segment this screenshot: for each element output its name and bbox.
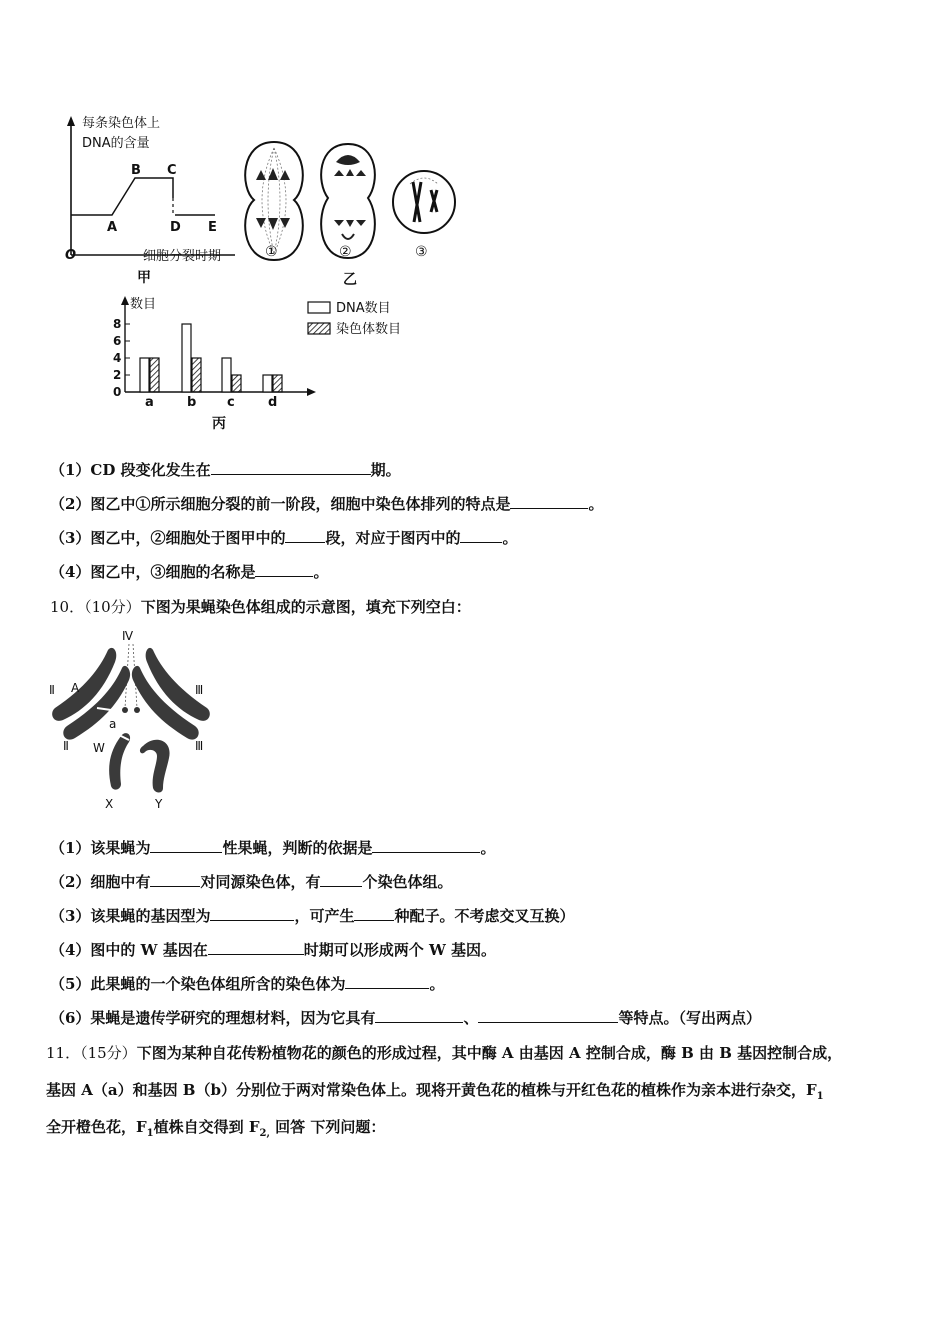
- q10-blank-6b[interactable]: [478, 1008, 618, 1023]
- bing-caption: 丙: [212, 416, 226, 432]
- q9-blank-3a[interactable]: [285, 528, 325, 543]
- q11-line-1: 11．（15分）下图为某种自花传粉植物花的颜色的形成过程，其中酶 A 由基因 A 控制合成，酶 B 由 B 基因控制合成，: [46, 1044, 843, 1062]
- jia-caption: 甲: [137, 270, 151, 285]
- legend-dna-swatch: [308, 302, 330, 313]
- jia-dna-curve: [71, 178, 215, 215]
- jia-point-e: E: [208, 220, 217, 235]
- figure-bing-chart: [100, 292, 430, 437]
- q10-part-2: （2）细胞中有 对同源染色体，有 个染色体组。: [50, 873, 453, 891]
- jia-y-label-1: 每条染色体上: [82, 116, 161, 131]
- jia-point-b: B: [131, 163, 141, 178]
- bar-chrom-d: [273, 375, 282, 392]
- bing-x-tick-label: a: [145, 395, 154, 410]
- cell-3: [393, 171, 455, 233]
- q9-blank-2[interactable]: [510, 494, 588, 509]
- bing-y-tick-label: 4: [113, 351, 122, 365]
- cell-2: [321, 144, 375, 258]
- q9-blank-1[interactable]: [211, 460, 371, 475]
- q11-line-3: 全开橙色花，$F_1$植株自交得到 $F_{2,}$ 回答 下列问题：: [46, 1118, 386, 1139]
- bing-y-arrow: [121, 296, 129, 305]
- legend-chrom-label: 染色体数目: [336, 322, 402, 337]
- q10-blank-1a[interactable]: [150, 838, 222, 853]
- fly-label-iv: Ⅳ: [122, 629, 134, 643]
- cell-label-1: ①: [265, 244, 278, 260]
- q10-blank-6a[interactable]: [375, 1008, 463, 1023]
- bar-chrom-b: [192, 358, 201, 392]
- fly-label-x: X: [105, 797, 114, 811]
- fly-label-iii-bottom: Ⅲ: [195, 739, 204, 753]
- cell-1: [245, 142, 303, 260]
- cell-label-2: ②: [339, 244, 352, 260]
- jia-y-label-2: DNA的含量: [82, 136, 150, 151]
- bar-dna-b: [182, 324, 191, 392]
- q10-part-3: （3）该果蝇的基因型为 ，可产生 种配子。不考虑交叉互换）: [50, 907, 575, 925]
- figure-yi-cells: [238, 138, 466, 288]
- fruit-fly-karyotype: [45, 628, 225, 818]
- bing-y-label: 数目: [130, 297, 157, 312]
- q10-blank-3a[interactable]: [210, 906, 294, 921]
- fly-gene-W: W: [93, 741, 105, 755]
- q9-part-1: （1）CD 段变化发生在 期。: [50, 461, 401, 479]
- q10-part-5: （5）此果蝇的一个染色体组所含的染色体为 。: [50, 975, 445, 993]
- jia-origin: O: [65, 248, 77, 263]
- bing-x-tick-label: b: [187, 395, 197, 410]
- q10-part-1: （1）该果蝇为 性果蝇，判断的依据是 。: [50, 839, 496, 857]
- bar-chrom-a: [150, 358, 159, 392]
- q10-blank-4[interactable]: [208, 940, 304, 955]
- bing-y-tick-label: 6: [113, 334, 122, 348]
- figure-jia-graph: [55, 110, 245, 285]
- q10-blank-2b[interactable]: [320, 872, 362, 887]
- q9-blank-3b[interactable]: [460, 528, 502, 543]
- bing-x-arrow: [307, 388, 316, 396]
- jia-point-d: D: [170, 220, 181, 235]
- fly-label-y: Y: [155, 797, 163, 811]
- q10-blank-1b[interactable]: [372, 838, 480, 853]
- fly-label-ii-bottom: Ⅱ: [63, 739, 69, 753]
- bing-y-tick-label: 0: [113, 385, 122, 399]
- bar-dna-a: [140, 358, 149, 392]
- q10-blank-2a[interactable]: [150, 872, 200, 887]
- bing-x-tick-label: d: [268, 395, 278, 410]
- bing-x-tick-label: c: [227, 395, 235, 410]
- jia-point-c: C: [167, 163, 177, 178]
- legend-dna-label: DNA数目: [336, 301, 391, 316]
- q9-part-3: （3）图乙中，②细胞处于图甲中的 段，对应于图丙中的 。: [50, 529, 518, 547]
- bing-y-tick-label: 2: [113, 368, 122, 382]
- q10-blank-5[interactable]: [345, 974, 429, 989]
- bing-y-tick-label: 8: [113, 317, 122, 331]
- fly-label-ii-top: Ⅱ: [49, 683, 55, 697]
- q9-blank-4[interactable]: [255, 562, 313, 577]
- fly-gene-a: a: [109, 717, 117, 731]
- legend-chrom-swatch: [308, 323, 330, 334]
- fly-gene-A: A: [71, 681, 80, 695]
- jia-y-arrow: [67, 116, 75, 126]
- q10-blank-3b[interactable]: [354, 906, 394, 921]
- q9-part-2: （2）图乙中①所示细胞分裂的前一阶段，细胞中染色体排列的特点是 。: [50, 495, 604, 513]
- yi-caption: 乙: [343, 272, 357, 288]
- q9-part-4: （4）图乙中，③细胞的名称是 。: [50, 563, 329, 581]
- bar-chrom-c: [232, 375, 241, 392]
- q11-line-2: 基因 A（a）和基因 B（b）分别位于两对常染色体上。现将开黄色花的植株与开红色花的植株作为亲本进行杂交，$F_1$: [46, 1081, 824, 1102]
- bar-dna-c: [222, 358, 231, 392]
- fly-label-iii-top: Ⅲ: [195, 683, 204, 697]
- q10-stem: 10．（10分）下图为果蝇染色体组成的示意图，填充下列空白：: [50, 598, 471, 616]
- cell-label-3: ③: [415, 244, 428, 260]
- q10-part-6: （6）果蝇是遗传学研究的理想材料，因为它具有 、 等特点。（写出两点）: [50, 1009, 761, 1027]
- jia-x-label: 细胞分裂时期: [143, 249, 222, 264]
- bar-dna-d: [263, 375, 272, 392]
- jia-point-a: A: [107, 220, 118, 235]
- q10-part-4: （4）图中的 W 基因在 时期可以形成两个 W 基因。: [50, 941, 497, 959]
